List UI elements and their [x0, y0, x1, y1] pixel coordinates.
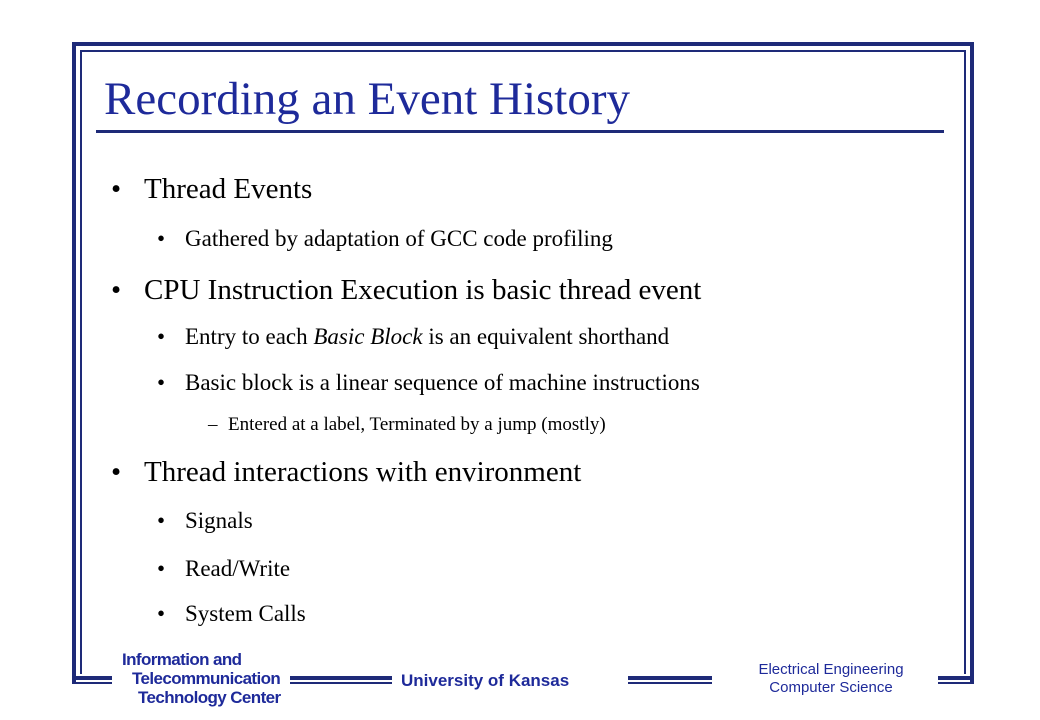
bullet-text: Entered at a label, Terminated by a jump (mostly)	[228, 414, 606, 435]
bullet-text: Thread Events	[144, 173, 313, 205]
logo-line-3: Technology Center	[138, 688, 281, 707]
sub-bullet-item	[157, 324, 670, 350]
bullet-text: Thread interactions with environment	[144, 456, 582, 488]
footer-rule	[72, 676, 112, 680]
footer-rule	[290, 676, 392, 680]
logo-line-1: Information and	[122, 650, 242, 669]
bullet-icon: •	[111, 173, 122, 205]
bullet-text: Basic block is a linear sequence of machine instructions	[185, 370, 700, 395]
bullet-text-before: Entry to each	[185, 324, 314, 349]
footer-department	[721, 661, 941, 697]
sub-bullet-item	[157, 370, 700, 396]
bullet-icon: •	[157, 324, 166, 349]
footer-rule	[938, 682, 974, 684]
ittc-logo	[118, 648, 286, 708]
bullet-icon: •	[111, 456, 122, 488]
bullet-text: System Calls	[185, 601, 306, 626]
logo-line-2: Telecommunication	[132, 669, 281, 688]
bullet-text: Read/Write	[185, 556, 291, 581]
footer-rule	[938, 676, 974, 680]
bullet-text: CPU Instruction Execution is basic thread event	[144, 274, 702, 306]
bullet-text: Gathered by adaptation of GCC code profiling	[185, 226, 613, 251]
bullet-text-after: is an equivalent shorthand	[422, 324, 670, 349]
sub-bullet-item	[157, 226, 613, 252]
bullet-icon: •	[157, 601, 166, 626]
bullet-item	[111, 173, 313, 206]
sub-bullet-item	[157, 508, 253, 534]
bullet-item	[111, 456, 582, 489]
footer-department-line-1: Electrical Engineering	[758, 661, 904, 678]
footer-rule	[628, 682, 712, 684]
footer-rule	[290, 682, 392, 684]
bullet-icon: •	[157, 508, 166, 533]
sub-sub-bullet-item	[208, 414, 606, 436]
bullet-text-italic: Basic Block	[313, 324, 423, 349]
sub-bullet-item	[157, 556, 291, 582]
dash-icon: –	[208, 414, 218, 435]
bullet-item	[111, 274, 702, 307]
footer-university: University of Kansas	[401, 671, 570, 690]
title-underline	[96, 130, 944, 133]
footer-rule	[72, 682, 112, 684]
bullet-icon: •	[157, 226, 166, 251]
bullet-text: Signals	[185, 508, 253, 533]
footer-rule	[628, 676, 712, 680]
bullet-icon: •	[157, 556, 166, 581]
bullet-icon: •	[157, 370, 166, 395]
footer-department-line-2: Computer Science	[769, 679, 893, 696]
slide-title: Recording an Event History	[104, 73, 631, 125]
bullet-icon: •	[111, 274, 122, 306]
sub-bullet-item	[157, 601, 306, 627]
